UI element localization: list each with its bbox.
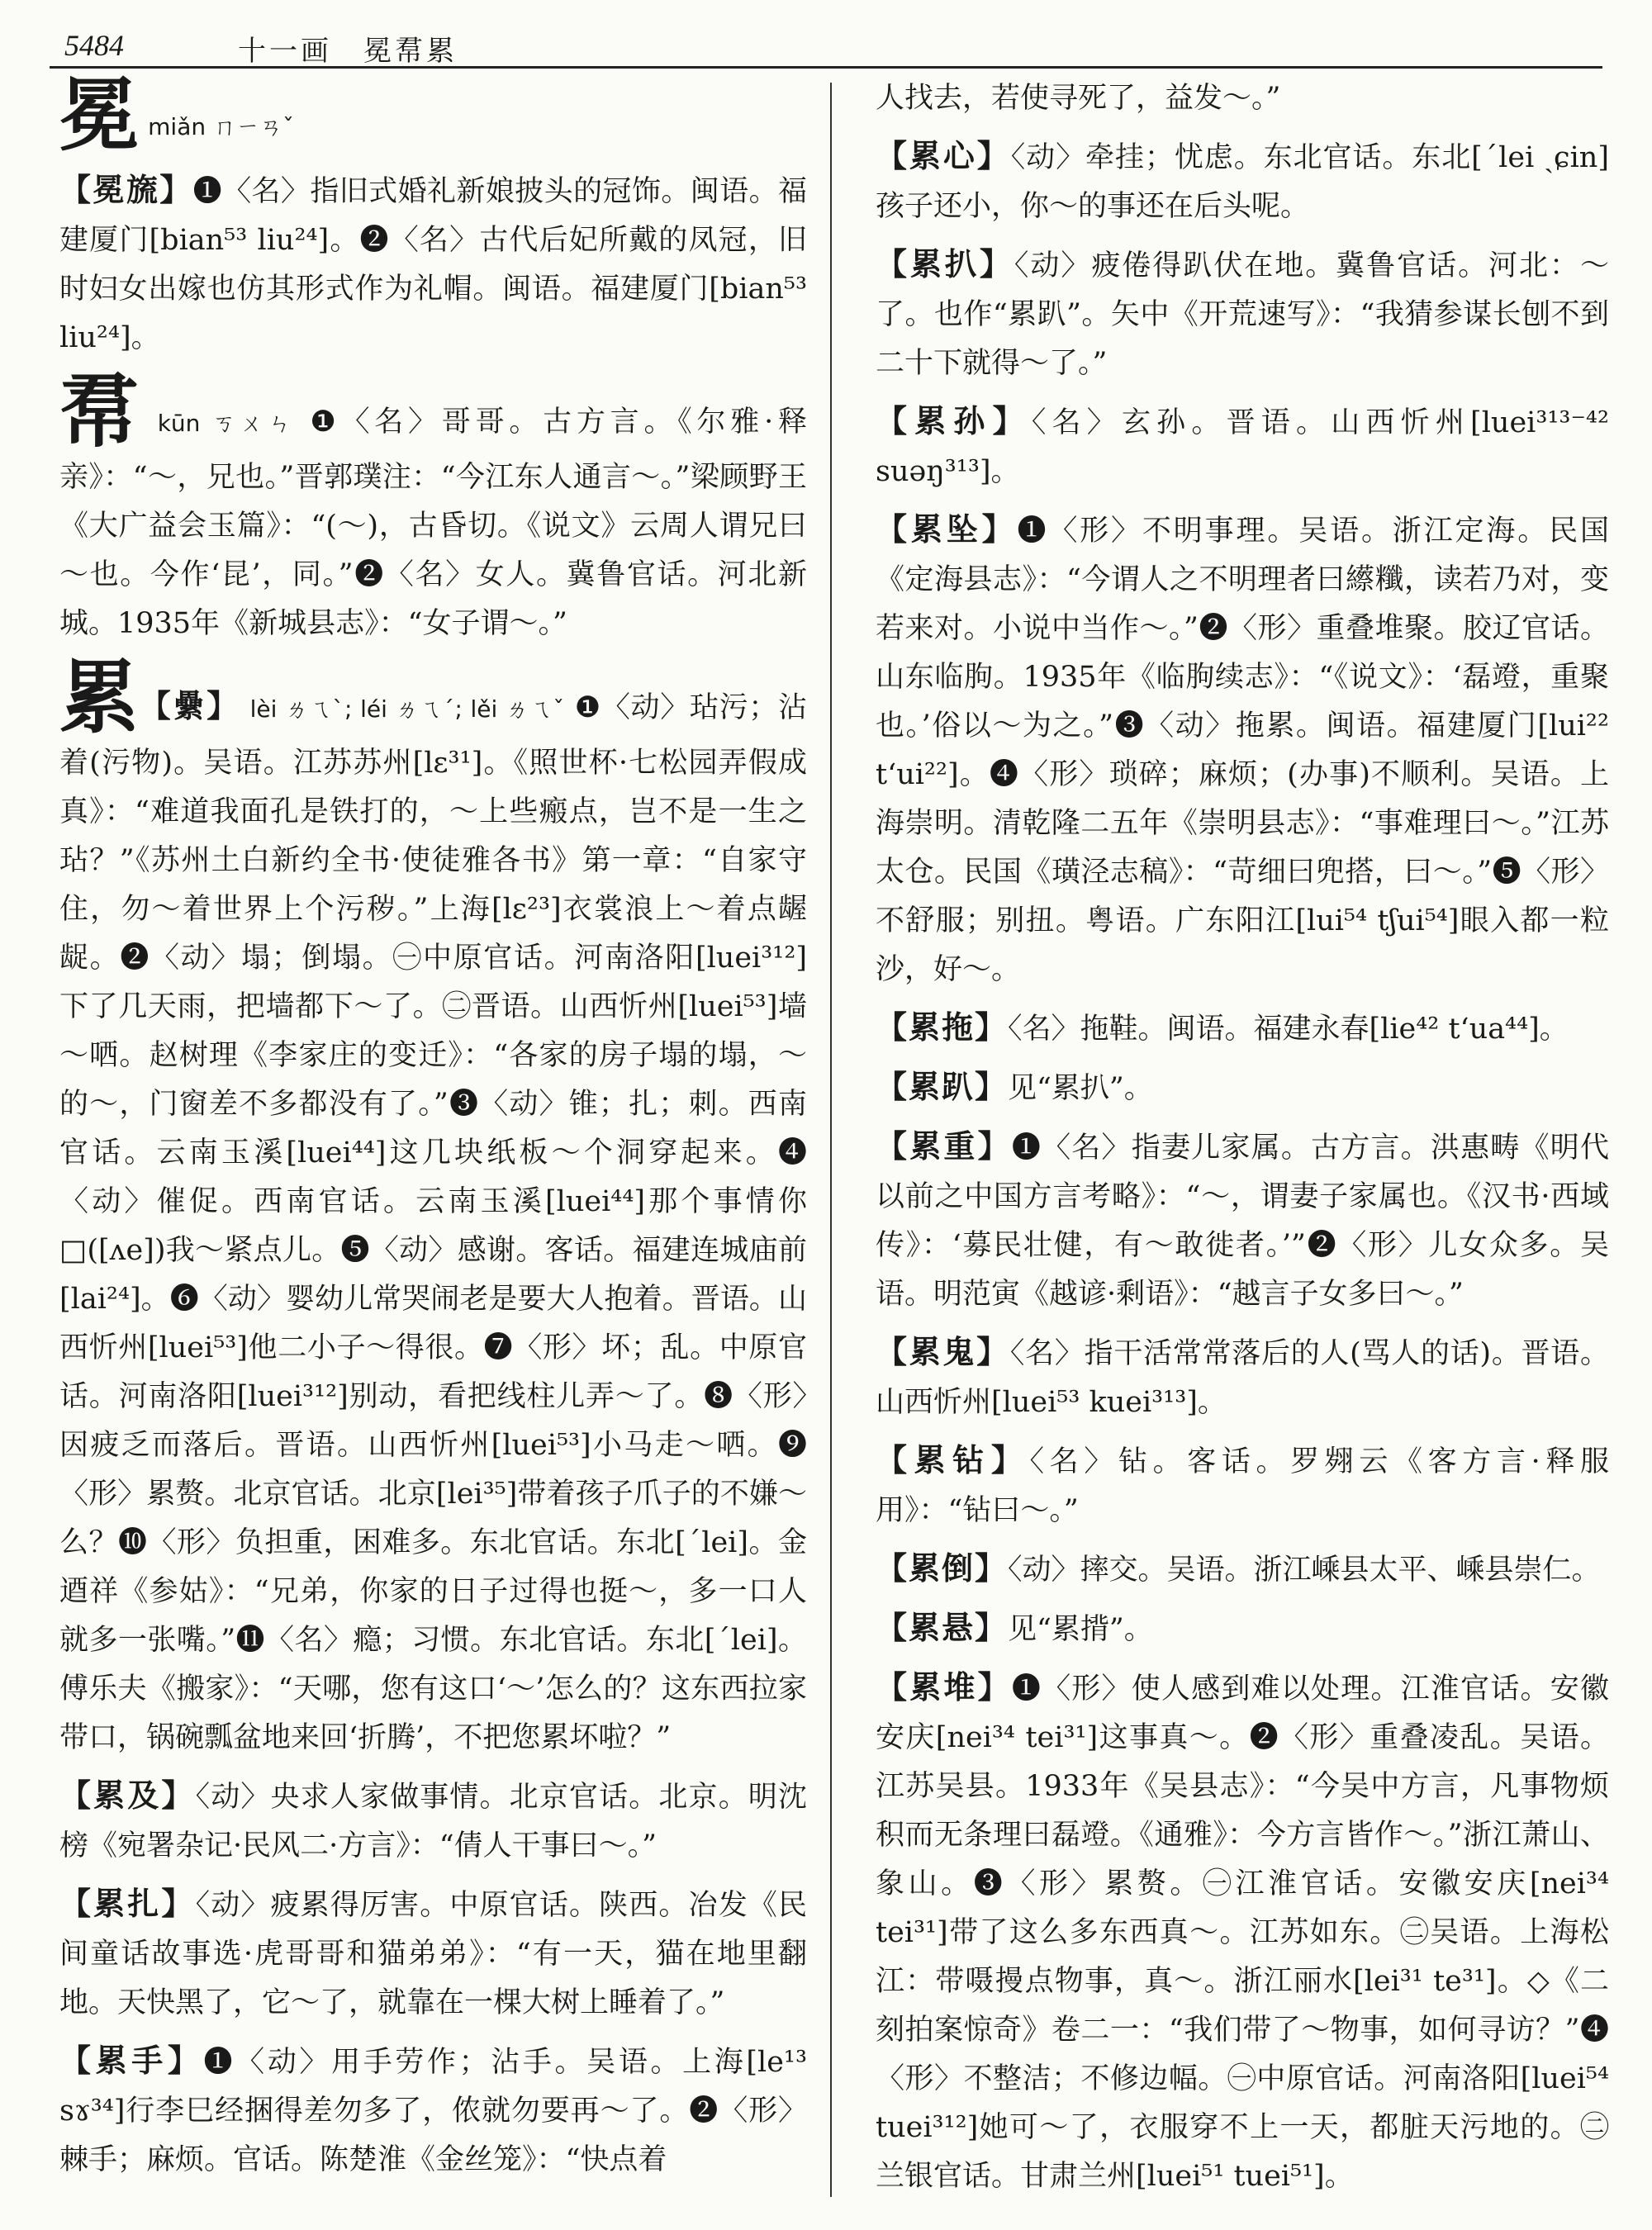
dictionary-entry [876,240,1609,388]
entry-text: ❶〈名〉指妻儿家属。古方言。洪惠畴《明代以前之中国方言考略》：“～，谓妻子家属也。《汉书·西域传》：‘募民壮健，有～敢徙者。’”❷〈形〉儿女众多。吴语。明范寅《越谚·剩语》：“越言子女多曰～。” [876,1132,1609,1311]
pinyin: lèi ㄌㄟˋ; léi ㄌㄟˊ; lěi ㄌㄟˇ [249,695,565,723]
entry-headword: 【累扎】 [59,1885,196,1922]
entry-headword: 【累孙】 [876,402,1032,439]
head-character: 冕 [59,69,139,162]
continued-text [876,74,1609,123]
entry-text: 〈动〉摔交。吴语。浙江嵊县太平、嵊县崇仁。 [1008,1554,1601,1587]
dictionary-entry [59,2036,807,2185]
entry-text: 〈动〉疲累得厉害。中原官话。陕西。冶发《民间童话故事选·虎哥哥和猫弟弟》：“有一天，猫在地里翻地。天快黑了，它～了，就靠在一棵大树上睡着了。” [59,1889,807,2019]
dictionary-entry [876,1062,1609,1113]
dictionary-entry [876,1603,1609,1654]
entry-text: 〈动〉央求人家做事情。北京官话。北京。明沈榜《宛署杂记·民风二·方言》：“倩人干事曰～。” [59,1781,807,1862]
char-entry-mian [59,69,807,162]
dictionary-entry [59,165,807,363]
right-column [876,74,1609,2209]
pinyin: miǎn ㄇㄧㄢˇ [148,113,295,140]
entry-text: ❶〈形〉不明事理。吴语。浙江定海。民国《定海县志》：“今谓人之不明理者曰䌨䊱，读若乃对，变若来对。小说中当作～。”❷〈形〉重叠堆聚。胶辽官话。山东临朐。1935年《临朐续志》：“《说文》：‘磊竳，重聚也。’俗以～为之。”❸〈动〉拖累。闽语。福建厦门[lui²² t‘ui²²]。❹〈形〉琐碎；麻烦；(办事)不顺利。吴语。上海崇明。清乾隆二五年《崇明县志》：“事难理曰～。”江苏太仓。民国《璜泾志稿》：“苛细曰兜搭，曰～。”❺〈形〉不舒服；别扭。粤语。广东阳江[lui⁵⁴ tʃui⁵⁴]眼入都一粒沙，好～。 [876,515,1609,986]
section-title: 十一画 冕帬累 [238,35,458,68]
entry-headword: 【冕旒】 [59,171,193,208]
entry-headword: 【累及】 [59,1777,196,1814]
entry-text: 〈名〉钻。客话。罗翙云《客方言·释服用》：“钻曰～。” [876,1445,1609,1527]
entry-headword: 【累扒】 [876,245,1014,282]
dictionary-entry [59,1771,807,1871]
entry-text: 见“累扒”。 [1008,1072,1153,1105]
entry-headword: 【累鬼】 [876,1333,1010,1370]
head-character: 累 [59,651,140,744]
variant-headword: 【纍】 [139,687,240,724]
header-rule [50,66,1602,69]
dictionary-entry [876,131,1609,231]
char-entry-lei [59,651,807,1763]
dictionary-entry [876,505,1609,994]
dictionary-entry [59,1879,807,2028]
char-entry-kun [59,365,807,648]
entry-headword: 【累堆】 [876,1668,1012,1706]
entry-headword: 【累拖】 [876,1008,1009,1046]
entry-headword: 【累倒】 [876,1549,1009,1587]
entry-headword: 【累坠】 [876,510,1018,548]
left-column [59,69,807,2193]
dictionary-entry [876,1003,1609,1054]
entry-text: ❶〈动〉玷污；沾着(污物)。吴语。江苏苏州[lɛ³¹]。《照世杯·七松园弄假成真》：“难道我面孔是铁打的，～上些瘢点，岂不是一生之玷？”《苏州土白新约全书·使徒雅各书》第一章：“自家守住，勿～着世界上个污秽。”上海[lɛ²³]衣裳浪上～着点龌龊。❷〈动〉塌；倒塌。㊀中原官话。河南洛阳[luei³¹²]下了几天雨，把墙都下～了。㊁晋语。山西忻州[luei⁵³]墙～哂。赵树理《李家庄的变迁》：“各家的房子塌的塌，～的～，门窗差不多都没有了。”❸〈动〉锥；扎；刺。西南官话。云南玉溪[luei⁴⁴]这几块纸板～个洞穿起来。❹〈动〉催促。西南官话。云南玉溪[luei⁴⁴]那个事情你□([ʌe])我～紧点儿。❺〈动〉感谢。客话。福建连城庙前[lai²⁴]。❻〈动〉婴幼儿常哭闹老是要大人抱着。晋语。山西忻州[luei⁵³]他二小子～得很。❼〈形〉坏；乱。中原官话。河南洛阳[luei³¹²]别动，看把线柱儿弄～了。❽〈形〉因疲乏而落后。晋语。山西忻州[luei⁵³]小马走～哂。❾〈形〉累赘。北京官话。北京[lei³⁵]带着孩子爪子的不嫌～么？❿〈形〉负担重，困难多。东北官话。东北[ˊlei]。金逎祥《参姑》：“兄弟，你家的日子过得也挺～，多一口人就多一张嘴。”⓫〈名〉瘾；习惯。东北官话。东北[ˊlei]。傅乐夫《搬家》：“天哪，您有这口‘～’怎么的？这东西拉家带口，锅碗瓢盆地来回‘折腾’，不把您累坏啦？” [59,691,807,1754]
dictionary-entry [876,1435,1609,1535]
entry-headword: 【累悬】 [876,1609,1009,1646]
entry-headword: 【累钻】 [876,1441,1030,1478]
entry-text: 〈名〉拖鞋。闽语。福建永春[lie⁴² t‘ua⁴⁴]。 [1008,1013,1569,1046]
entry-text: 〈名〉指干活常常落后的人(骂人的话)。晋语。山西忻州[luei⁵³ kuei³¹³]。 [876,1337,1609,1419]
entry-headword: 【累手】 [59,2042,204,2079]
dictionary-entry [876,1544,1609,1595]
pinyin: kūn ㄎㄨㄣ [157,410,297,437]
entry-text: 人找去，若使寻死了，益发～。” [876,82,1281,115]
entry-text: ❶〈形〉使人感到难以处理。江淮官话。安徽安庆[nei³⁴ tei³¹]这事真～。❷〈形〉重叠凌乱。吴语。江苏吴县。1933年《吴县志》：“今吴中方言，凡事物烦积而无条理曰磊竳。《通雅》：今方言皆作～。”浙江萧山、象山。❸〈形〉累赘。㊀江淮官话。安徽安庆[nei³⁴ tei³¹]带了这么多东西真～。江苏如东。㊁吴语。上海松江：带嗫摱点物事，真～。浙江丽水[lei³¹ te³¹]。◇《二刻拍案惊奇》卷二一：“我们带了～物事，如何寻访？”❹〈形〉不整洁；不修边幅。㊀中原官话。河南洛阳[luei⁵⁴ tuei³¹²]她可～了，衣服穿不上一天，都脏天污地的。㊁兰银官话。甘肃兰州[luei⁵¹ tuei⁵¹]。 [876,1672,1609,2193]
dictionary-entry [876,1663,1609,2201]
dictionary-entry [876,396,1609,496]
dictionary-entry [876,1327,1609,1427]
entry-text: 〈动〉疲倦得趴伏在地。冀鲁官话。河北：～了。也作“累趴”。矢中《开荒速写》：“我猜参谋长刨不到二十下就得～了。” [876,249,1609,380]
entry-text: ❶〈动〉用手劳作；沾手。吴语。上海[le¹³ sɤ³⁴]行李巳经捆得差勿多了，侬就勿要再～了。❷〈形〉棘手；麻烦。官话。陈楚淮《金丝笼》：“快点着 [59,2046,807,2176]
entry-text: 见“累揹”。 [1008,1613,1153,1646]
head-character: 帬 [59,365,144,458]
entry-text: ❶〈名〉哥哥。古方言。《尔雅·释亲》：“～，兄也。”晋郭璞注：“今江东人通言～。”梁顾野王《大广益会玉篇》：“(～)，古昏切。《说文》云周人谓兄曰～也。今作‘昆’，同。”❷〈名〉女人。冀鲁官话。河北新城。1935年《新城县志》：“女子谓～。” [59,406,807,640]
entry-headword: 【累心】 [876,137,1011,174]
entry-text: 〈动〉牵挂；忧虑。东北官话。东北[ˊlei ˏɕin]孩子还小，你～的事还在后头呢。 [876,141,1609,223]
entry-headword: 【累重】 [876,1127,1012,1165]
entry-text: 〈名〉玄孙。晋语。山西忻州[luei³¹³⁻⁴² suəŋ³¹³]。 [876,406,1609,488]
entry-headword: 【累趴】 [876,1068,1009,1105]
column-divider [830,83,832,2197]
entry-text: ❶〈名〉指旧式婚礼新娘披头的冠饰。闽语。福建厦门[bian⁵³ liu²⁴]。❷〈名〉古代后妃所戴的凤冠，旧时妇女出嫁也仿其形式作为礼帽。闽语。福建厦门[bian⁵³ liu²⁴]。 [59,175,807,354]
page-number: 5484 [64,29,124,62]
page-header [50,25,1602,68]
dictionary-entry [876,1122,1609,1319]
